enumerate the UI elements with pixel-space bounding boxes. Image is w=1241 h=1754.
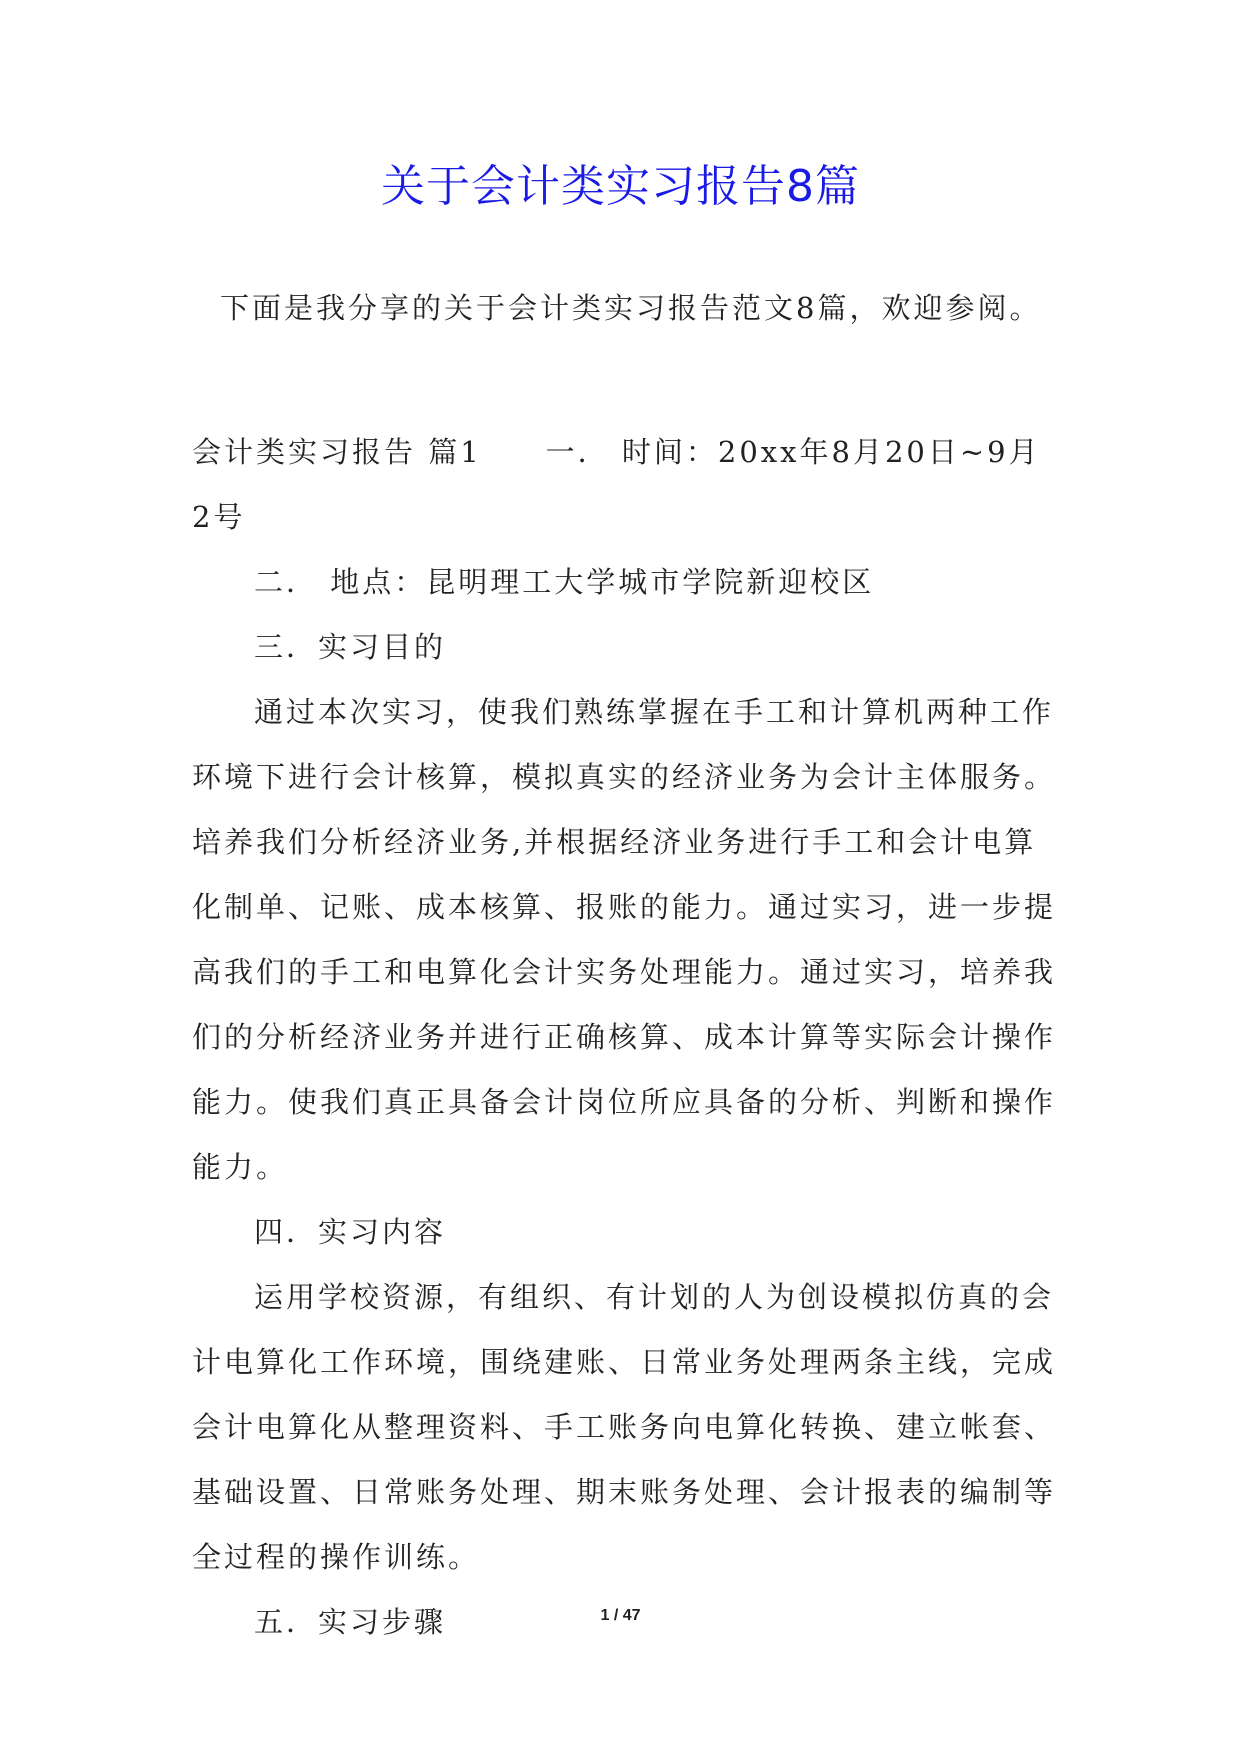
document-body — [192, 420, 1062, 1655]
content-paragraph: 运用学校资源，有组织、有计划的人为创设模拟仿真的会计电算化工作环境，围绕建账、日常业务处理两条主线，完成会计电算化从整理资料、手工账务向电算化转换、建立帐套、基础设置、日常账务处理、期末账务处理、会计报表的编制等全过程的操作训练。 — [192, 1280, 1057, 1574]
section-heading-report-1: 会计类实习报告 篇1 一． 时间：20xx年8月20日~9月2号 — [192, 435, 1041, 534]
section-heading-steps: 五．实习步骤 — [254, 1605, 447, 1639]
page-number: 1 / 47 — [600, 1607, 641, 1624]
section-heading-purpose: 三．实习目的 — [254, 630, 447, 664]
section-heading-content: 四．实习内容 — [254, 1215, 447, 1249]
intro-paragraph: 下面是我分享的关于会计类实习报告范文8篇，欢迎参阅。 — [220, 291, 1042, 325]
location-line: 二． 地点：昆明理工大学城市学院新迎校区 — [254, 565, 875, 599]
purpose-paragraph: 通过本次实习，使我们熟练掌握在手工和计算机两种工作环境下进行会计核算，模拟真实的经济业务为会计主体服务。培养我们分析经济业务,并根据经济业务进行手工和会计电算化制单、记账、成本核算、报账的能力。通过实习，进一步提高我们的手工和电算化会计实务处理能力。通过实习，培养我们的分析经济业务并进行正确核算、成本计算等实际会计操作能力。使我们真正具备会计岗位所应具备的分析、判断和操作能力。 — [192, 695, 1057, 1184]
document-title: 关于会计类实习报告8篇 — [381, 161, 860, 212]
